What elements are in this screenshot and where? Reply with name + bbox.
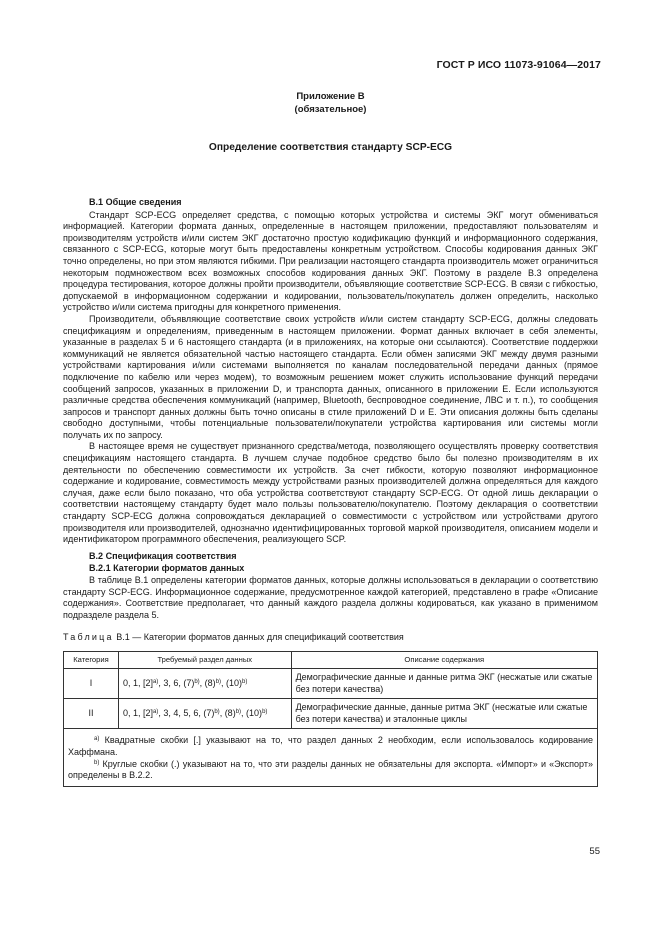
table-notes-row	[64, 729, 598, 786]
section-b21-heading: В.2.1 Категории форматов данных	[89, 563, 245, 574]
cell-description: Демографические данные и данные ритма ЭКГ (несжатые или сжатые без потери качества)	[291, 668, 597, 698]
cell-category: II	[64, 699, 119, 729]
cell-sections: 0, 1, $[2]^{a)}$, 3, 6, $(7)^{b)}$, $(8)^{b)}$, $(10)^{b)}$	[118, 668, 291, 698]
table-caption-prefix: Таблица	[63, 632, 114, 643]
table-notes	[64, 729, 598, 786]
header-description: Описание содержания	[291, 651, 597, 668]
annex-heading	[0, 91, 661, 116]
main-content	[63, 197, 598, 787]
cell-description: Демографические данные, данные ритма ЭКГ (несжатые или сжатые без потери качества) и эталонные циклы	[291, 699, 597, 729]
header-sections: Требуемый раздел данных	[118, 651, 291, 668]
paragraph: В настоящее время не существует признанного средства/метода, позволяющего осуществлять проверку соответствия спецификациям настоящего стандарта. В лучшем случае подобное средство было бы полезно производителям в их деятельности по обеспечению совместимости их устройств. За счет гибкости, которую позволяют информационное содержание и кодирование, совместимость между устройствами разных производителей должна определяться для каждого случая, даже если было показано, что оба устройства соответствуют стандарту SCP-ECG. От одной лишь декларации о соответствии настоящему стандарту будет мало пользы пользователю/покупателю. Поэтому декларация о соответствии стандарту SCP-ECG должна сопровождаться декларацией о совместимости с устройством или устройствами другого производителя или производителей, однозначно идентифицированных торговой маркой производителя, описанием модели и идентификатором программного обеспечения, реализующего SCP.	[63, 441, 598, 545]
table-caption-text: В.1 — Категории форматов данных для спецификаций соответствия	[113, 632, 404, 643]
page-number: 55	[589, 846, 600, 857]
data-format-table	[63, 651, 598, 787]
table-row	[64, 699, 598, 729]
standard-header: ГОСТ Р ИСО 11073-91064—2017	[436, 59, 601, 71]
annex-status: (обязательное)	[294, 103, 367, 115]
header-category: Категория	[64, 651, 119, 668]
annex-title: Определение соответствия стандарту SCP-ECG	[208, 142, 453, 153]
paragraph: Стандарт SCP-ECG определяет средства, с помощью которых устройства и системы ЭКГ могут обмениваться информацией. Категории формата данных, определенные в настоящем приложении, предоставляют пользователям и производителям устройств и/или систем ЭКГ достаточно простую кодификацию функций и информационного содержания, связанного с SCP-ECG, которые могут быть предоставлены конкретным устройством. Способы кодирования данных ЭКГ точно определены, но при этом являются гибкими. При реализации настоящего стандарта производитель может ограничиться некоторым подмножеством всех возможных способов кодирования данных ЭКГ. Поэтому в разделе В.3 определена процедура тестирования, которое должны пройти производители, объявляющие соответствие SCP-ECG. В связи с гибкостью, допускаемой в информационном содержании и кодировании, пользователь/покупатель должен определить, насколько устройство и/или система пригодны для конкретного применения.	[63, 209, 598, 313]
table-row	[64, 668, 598, 698]
annex-label: Приложение В	[296, 91, 365, 102]
table-header-row	[64, 651, 598, 668]
cell-category: I	[64, 668, 119, 698]
section-b1-heading: В.1 Общие сведения	[89, 197, 182, 207]
table-note-a: $^{a)}$ Квадратные скобки [.] указывают на то, что раздел данных 2 необходим, если использовалось кодирование Хаффмана.	[68, 735, 593, 757]
table-note-b: $^{b)}$ Круглые скобки (.) указывают на то, что эти разделы данных не обязательны для экспорта. «Импорт» и «Экспорт» определены в В.2.2.	[68, 758, 593, 781]
cell-sections: 0, 1, $[2]^{a)}$, 3, 4, 5, 6, $(7)^{b)}$, $(8)^{b)}$, $(10)^{b)}$	[118, 699, 291, 729]
section-b2-heading: В.2 Спецификация соответствия	[89, 550, 237, 561]
paragraph: В таблице В.1 определены категории форматов данных, которые должны использоваться в декларации о соответствию стандарту SCP-ECG. Информационное содержание, предусмотренное каждой категорией, представлено в графе «Описание содержания». Соответствие предполагает, что данный каждого раздела должны кодироваться, как указано в применимом подразделе раздела 5.	[63, 575, 598, 620]
paragraph: Производители, объявляющие соответствие своих устройств и/или систем стандарту SCP-ECG, должны следовать спецификациям и определениям, приведенным в настоящем приложении. Формат данных включает в себя элементы, указанные в разделах 5 и 6 настоящего стандарта (и в приложениях, на которые они ссылаются). Соответствие поддержки коммуникаций не является обязательной частью настоящего стандарта. Если обмен записями ЭКГ между двумя разными устройствами картирования и/или системами выполняется по каналам последовательной передачи данных (прямое подключение по кабелю или через модем), то возможным решением может служить использование функций передачи сообщений запросов, указанных в приложении D, и транспорта данных, описанного в приложении Е. Если используются различные средства обеспечения коммуникаций (например, Bluetooth, беспроводное соединение, ЛВС и т. п.), то сообщения запросов и транспорт данных должны быть точно описаны в стиле приложений D и Е. Эти описания должны быть сделаны свободно доступными, чтобы потенциальные пользователи/покупатели устройства картирования или системы могли получать их по запросу.	[63, 313, 598, 440]
table-caption	[63, 632, 598, 644]
